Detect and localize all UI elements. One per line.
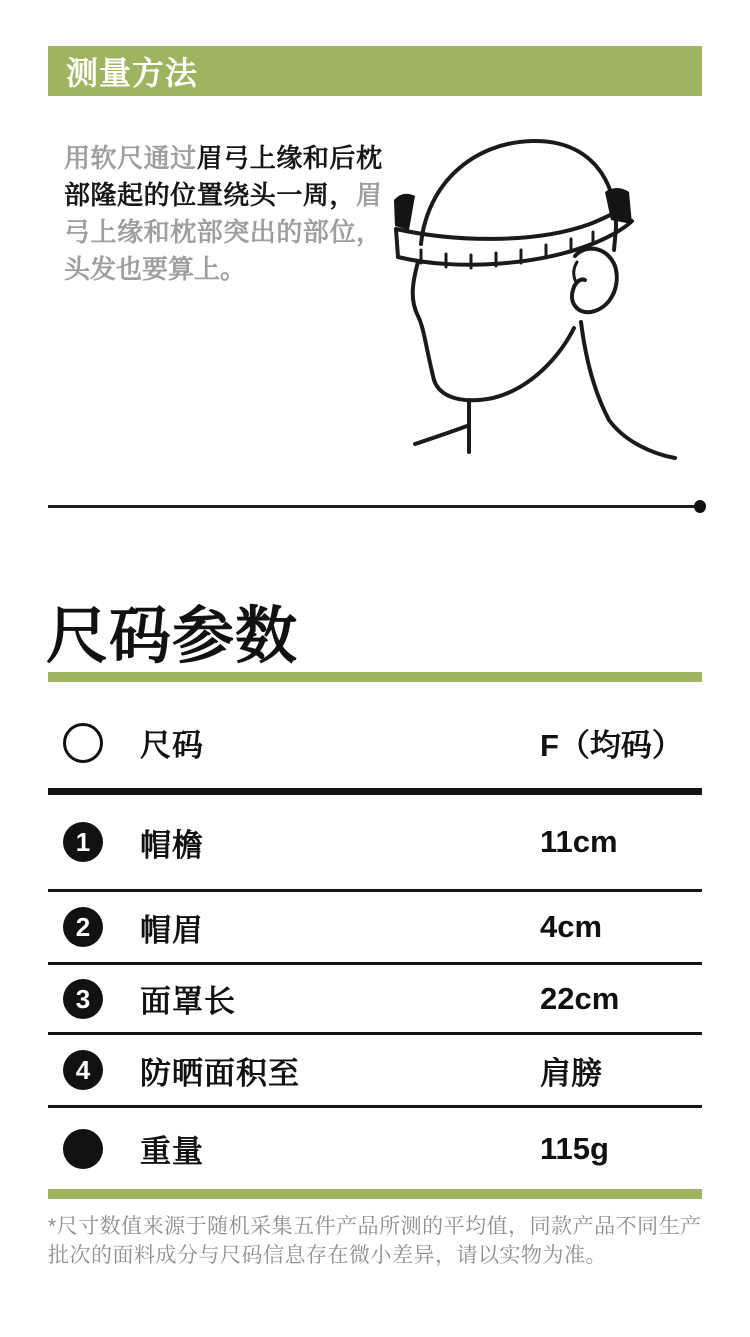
table-header-separator xyxy=(48,788,702,795)
face-outline xyxy=(413,262,574,400)
green-rule-above-footnote xyxy=(48,1189,702,1199)
ear-inner-line xyxy=(574,262,577,282)
row-value: 4cm xyxy=(540,909,603,944)
row-label: 防晒面积至 xyxy=(140,1055,300,1091)
circle-4-icon: 4 xyxy=(63,1050,103,1090)
circle-3-icon: 3 xyxy=(63,979,103,1019)
row-label: 面罩长 xyxy=(140,984,236,1019)
row-label: 重量 xyxy=(140,1134,204,1169)
tape-end-left xyxy=(394,194,415,230)
footnote-text: *尺寸数值来源于随机采集五件产品所测的平均值，同款产品不同生产批次的面料成分与尺码信息存在微小差异，请以实物为准。 xyxy=(48,1215,702,1267)
size-table xyxy=(48,795,702,1189)
measure-text-segment: 眉弓上缘和枕部突出的部位，头发也要算上。 xyxy=(64,180,382,284)
table-row-mask-length xyxy=(48,965,702,1035)
skull-outline xyxy=(421,141,616,250)
size-section-title: 尺码参数 xyxy=(46,602,299,671)
green-rule-under-title xyxy=(48,672,702,682)
row-value: 22cm xyxy=(540,980,620,1016)
neck-right-line xyxy=(581,322,675,458)
table-row-brim xyxy=(48,795,702,892)
row-value: 肩膀 xyxy=(540,1055,602,1091)
measure-text-segment: 眉弓上缘和后枕部隆起的位置绕头一周， xyxy=(64,143,382,210)
section-divider-line xyxy=(48,505,700,508)
section-divider-dot xyxy=(694,500,706,513)
measure-instruction-text xyxy=(64,140,382,288)
table-row-visor xyxy=(48,892,702,965)
table-row-coverage xyxy=(48,1035,702,1108)
tape-lower-edge xyxy=(398,221,632,265)
circle-2-icon: 2 xyxy=(63,907,103,947)
head-measure-illustration xyxy=(385,132,715,492)
shoulder-left-line xyxy=(415,426,467,444)
tape-end-right xyxy=(605,188,632,224)
row-value: F（均码） xyxy=(540,728,683,763)
row-label: 帽眉 xyxy=(140,912,204,948)
row-value: 11cm xyxy=(540,824,618,859)
measure-method-header xyxy=(48,46,702,96)
measure-text-segment: 用软尺通过 xyxy=(64,143,197,173)
row-value: 115g xyxy=(540,1130,609,1166)
row-label: 帽檐 xyxy=(140,827,204,863)
circle-1-icon: 1 xyxy=(63,822,103,862)
tape-left-cap xyxy=(396,229,398,257)
circle-filled-icon xyxy=(63,1129,103,1169)
table-row-size xyxy=(48,697,702,788)
ear-outline xyxy=(572,249,617,313)
measure-method-title: 测量方法 xyxy=(66,55,199,91)
circle-outline-icon xyxy=(63,723,103,763)
table-row-weight xyxy=(48,1108,702,1189)
row-label: 尺码 xyxy=(140,728,204,763)
